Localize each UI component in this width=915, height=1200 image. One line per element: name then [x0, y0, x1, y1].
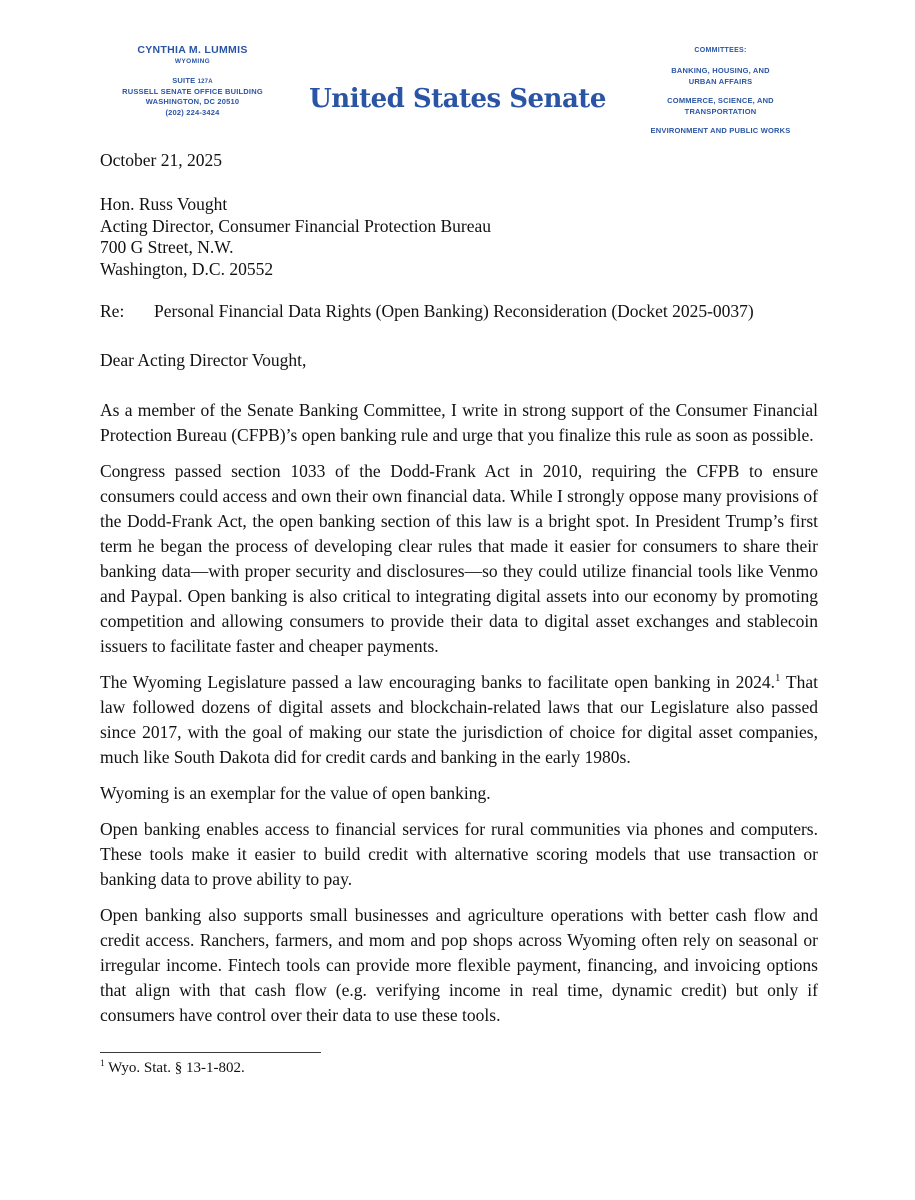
paragraph: Open banking also supports small businesses and agriculture operations with better cash flow and credit access. Ranchers, farmers, and mom and pop shops across Wyoming often rely on seasonal or irregular income. Fintech tools can provide more flexible payment, financing, and invoicing options that align with that cash flow (e.g. verifying income in real time, dynamic credit) but only if consumers have control over their data to use these tools.	[100, 905, 818, 1025]
sender-building: RUSSELL SENATE OFFICE BUILDING	[122, 86, 263, 96]
recipient-name: Hon. Russ Vought	[100, 194, 228, 214]
paragraph-text: The Wyoming Legislature passed a law encouraging banks to facilitate open banking in 2024.	[100, 672, 776, 692]
committees-heading: COMMITTEES:	[694, 47, 747, 54]
footnote-marker: 1	[100, 1059, 105, 1069]
recipient-street: 700 G Street, N.W.	[100, 237, 234, 257]
salutation: Dear Acting Director Vought,	[100, 350, 307, 370]
letter-body	[100, 150, 818, 1077]
committee-line: BANKING, HOUSING, AND	[671, 66, 770, 75]
committee-item	[638, 126, 803, 137]
recipient-city: Washington, D.C. 20552	[100, 258, 274, 279]
sender-state: WYOMING	[174, 58, 211, 65]
sender-suite-label: SUITE	[172, 76, 196, 85]
recipient-title: Acting Director, Consumer Financial Protection Bureau	[100, 215, 492, 236]
footnote-block	[100, 1052, 818, 1077]
footnote-text	[100, 1060, 818, 1077]
committee-line: ENVIRONMENT AND PUBLIC WORKS	[650, 126, 791, 135]
committees-block	[638, 47, 803, 146]
paragraph: As a member of the Senate Banking Committee, I write in strong support of the Consumer Financial Protection Bureau (CFPB)’s open banking rule and urge that you finalize this rule as soon as possible.	[100, 400, 818, 445]
paragraph-text: That law followed dozens of digital assets and blockchain-related laws that our Legislature also passed since 2017, with the goal of making our state the jurisdiction of choice for digital asset companies, much like South Dakota did for credit cards and banking in the early 1980s.	[100, 672, 818, 767]
paragraph	[100, 670, 818, 770]
committee-line: URBAN AFFAIRS	[688, 76, 753, 86]
paragraph: Congress passed section 1033 of the Dodd-Frank Act in 2010, requiring the CFPB to ensure consumers could access and own their own financial data. While I strongly oppose many provisions of the Dodd-Frank Act, the open banking section of this law is a bright spot. In President Trump’s first term he began the process of developing clear rules that made it easier for consumers to share their banking data—with proper security and disclosures—so they could utilize financial tools like Venmo and Paypal. Open banking is also critical to integrating digital assets into our economy by promoting competition and allowing consumers to provide their data to digital asset exchanges and stablecoin issuers to facilitate faster and cheaper payments.	[100, 461, 818, 656]
footnote-separator-rule	[100, 1052, 321, 1053]
sender-suite-number: 127A	[197, 79, 213, 85]
senate-masthead-title: United States Senate	[309, 84, 606, 114]
sender-name: CYNTHIA M. LUMMIS	[137, 44, 248, 56]
committee-line: TRANSPORTATION	[684, 106, 757, 116]
recipient-block	[100, 194, 818, 280]
footnote-reference: 1	[775, 672, 781, 685]
committee-line: COMMERCE, SCIENCE, AND	[667, 96, 774, 105]
letter-date: October 21, 2025	[100, 150, 222, 170]
sender-phone: (202) 224-3424	[165, 107, 220, 117]
subject-text: Personal Financial Data Rights (Open Banking) Reconsideration (Docket 2025-0037)	[154, 301, 754, 321]
sender-city: WASHINGTON, DC 20510	[145, 97, 240, 106]
subject-line	[100, 301, 818, 322]
committee-item	[638, 66, 803, 87]
committee-item	[638, 96, 803, 117]
subject-label: Re:	[100, 301, 125, 321]
footnote-citation: Wyo. Stat. § 13-1-802.	[108, 1060, 245, 1076]
paragraph: Wyoming is an exemplar for the value of open banking.	[100, 783, 491, 803]
paragraph: Open banking enables access to financial services for rural communities via phones and computers. These tools make it easier to build credit with alternative scoring models that use transaction or banking data to prove ability to pay.	[100, 819, 818, 889]
